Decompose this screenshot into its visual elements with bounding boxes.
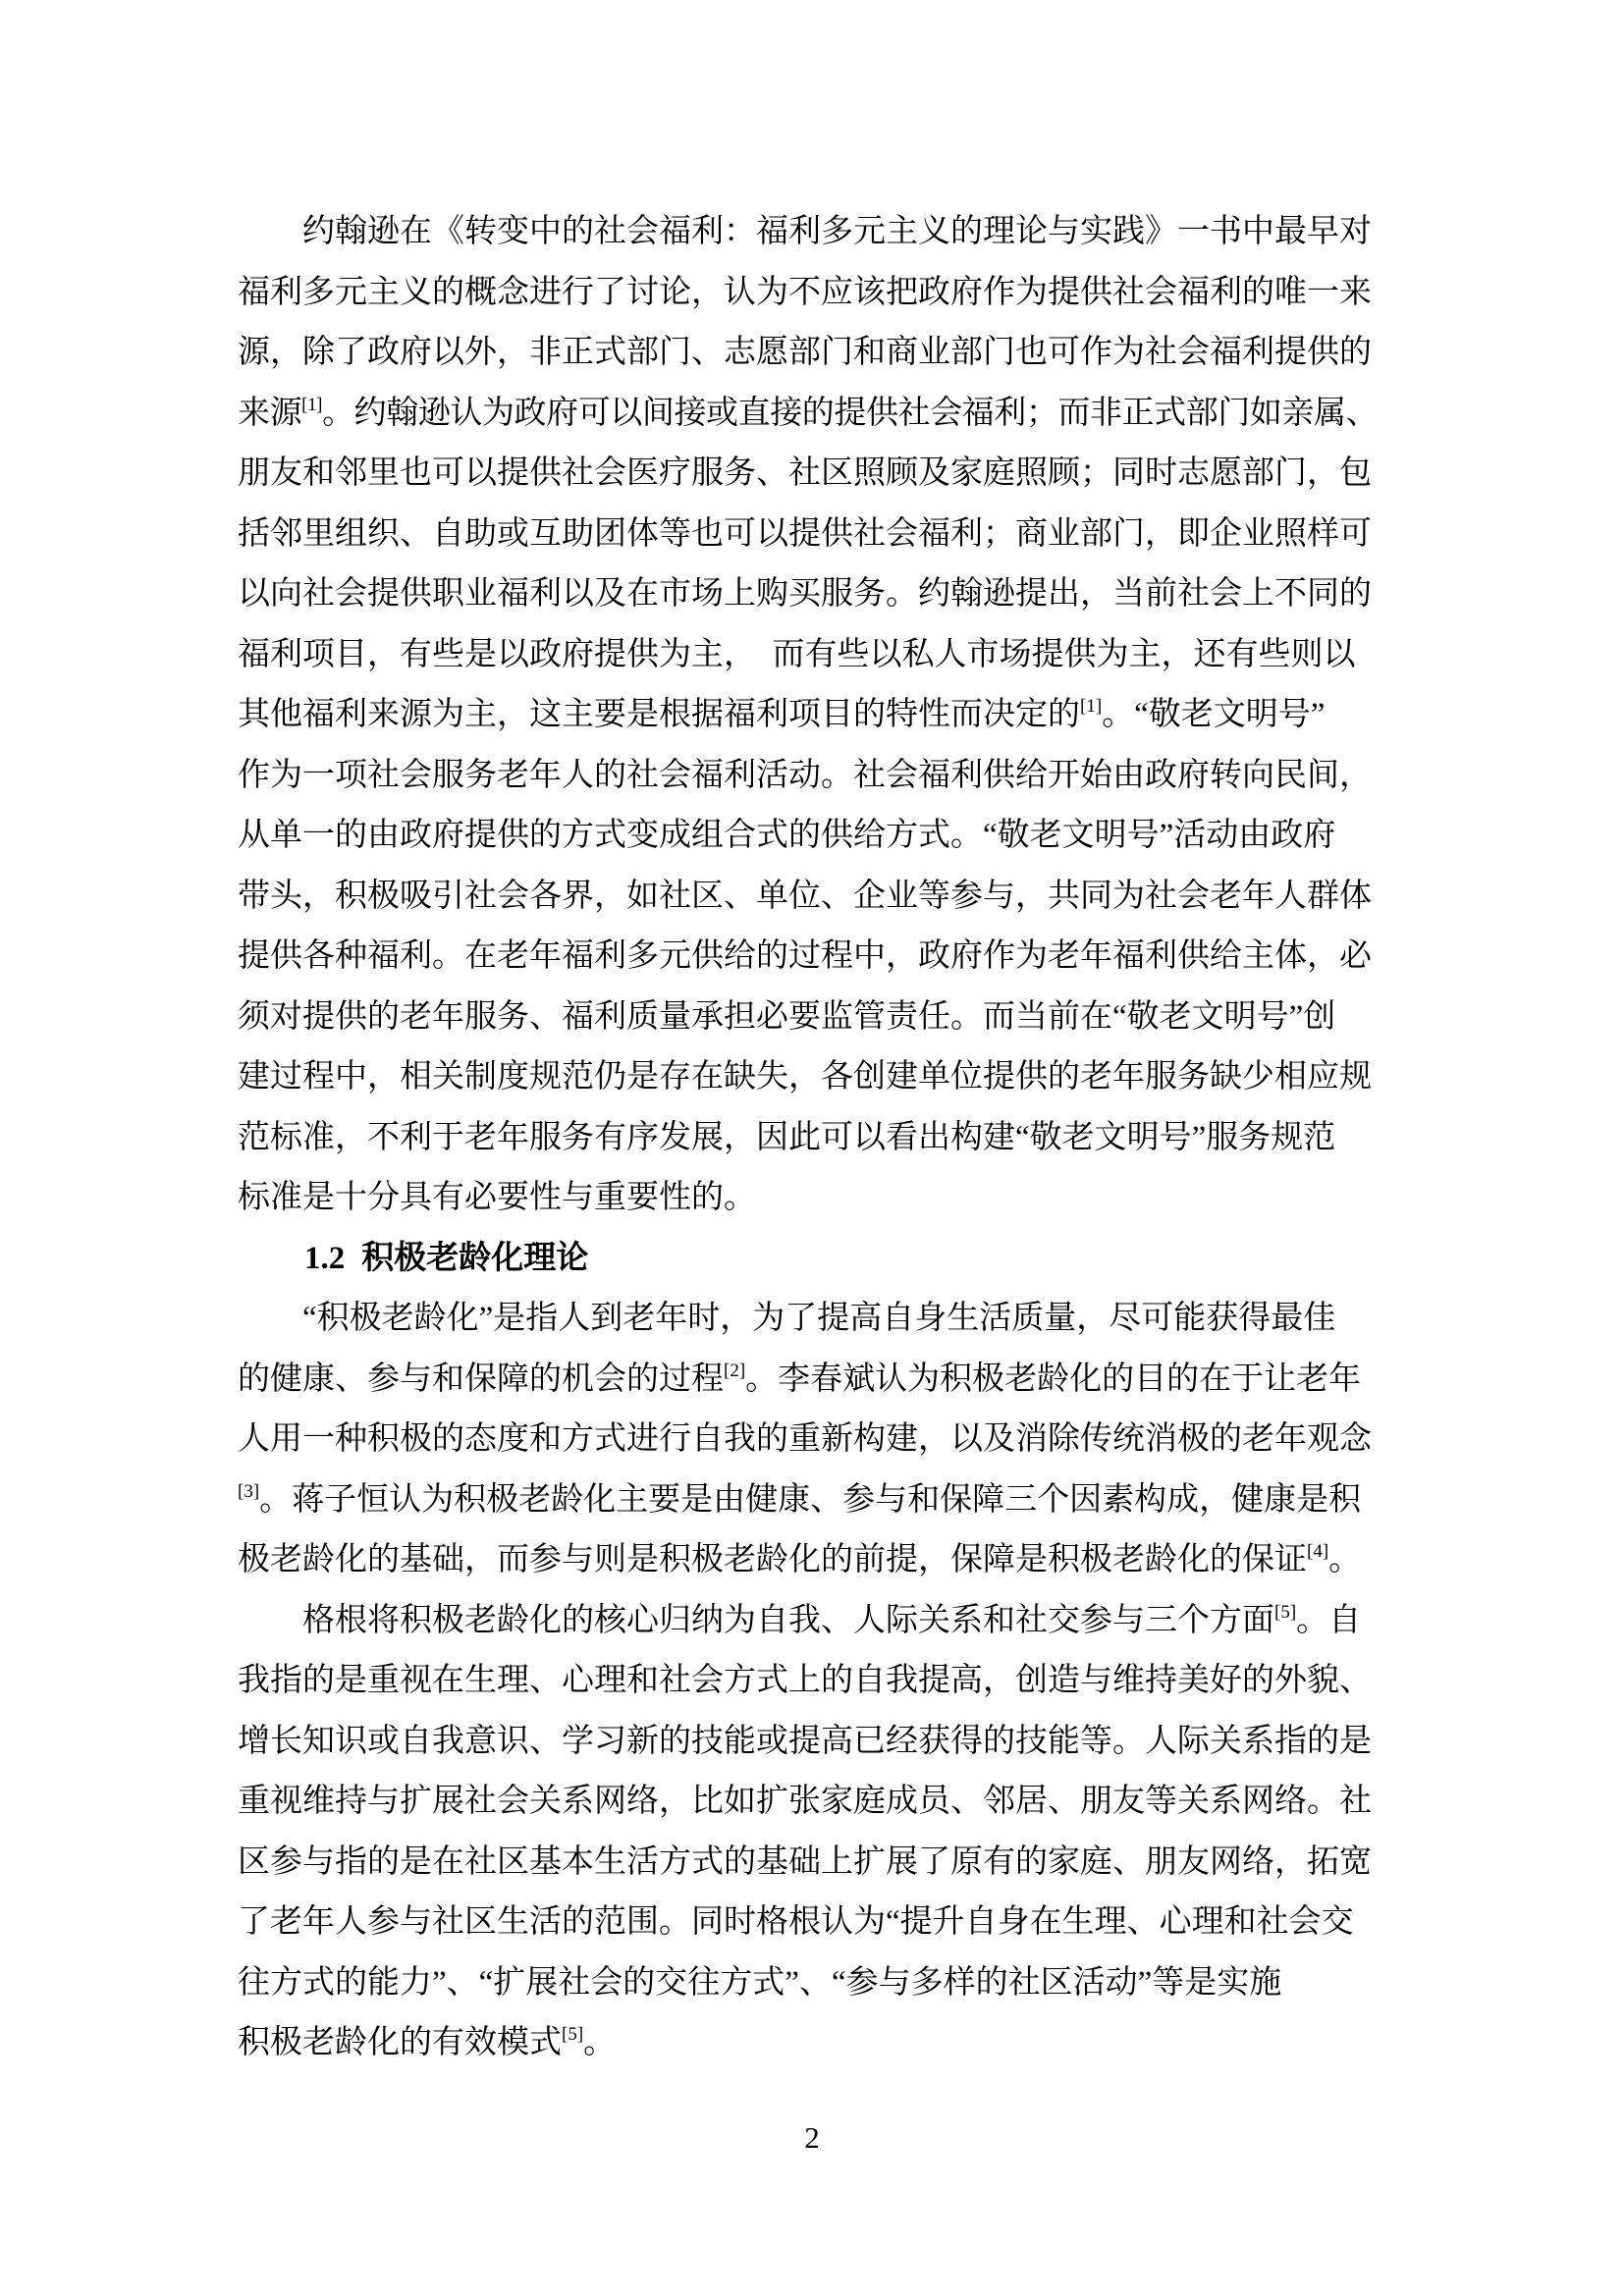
text-run: 标准是十分具有必要性与重要性的。 [238, 1180, 756, 1215]
text-line [238, 1833, 1378, 1894]
citation-ref: [3] [238, 1480, 260, 1502]
citation-ref: [1] [301, 394, 323, 415]
section-number: 1.2 [304, 1240, 346, 1276]
text-run: 须对提供的老年服务、福利质量承担必要监管责任。而当前在“敬老文明号”创 [238, 998, 1336, 1035]
text-line [238, 505, 1378, 565]
text-run: 。李春斌认为积极老龄化的目的在于让老年 [745, 1361, 1362, 1397]
text-line [238, 323, 1378, 384]
text-run: 区参与指的是在社区基本生活方式的基础上扩展了原有的家庭、朋友网络，拓宽 [238, 1843, 1372, 1880]
page-number: 2 [804, 2120, 820, 2155]
text-line [238, 1047, 1378, 1108]
text-line [238, 1651, 1378, 1712]
text-run: 人用一种积极的态度和方式进行自我的重新构建，以及消除传统消极的老年观念 [238, 1421, 1372, 1457]
text-run: 。“敬老文明号” [1102, 697, 1326, 732]
text-run: 。自 [1296, 1602, 1362, 1638]
text-line [238, 1410, 1378, 1470]
text-run: 来源 [238, 395, 302, 431]
text-line [238, 1530, 1378, 1591]
text-run: 括邻里组织、自助或互助团体等也可以提供社会福利；商业部门，即企业照样可 [238, 515, 1372, 552]
text-run: 积极老龄化的有效模式 [238, 2025, 562, 2060]
text-run: 的健康、参与和保障的机会的过程 [238, 1361, 724, 1397]
text-line [238, 1712, 1378, 1773]
text-run: 增长知识或自我意识、学习新的技能或提高已经获得的技能等。人际关系指的是 [238, 1723, 1372, 1759]
text-block [238, 202, 1378, 2074]
text-line [238, 1289, 1378, 1350]
text-line [238, 1893, 1378, 1953]
text-line [238, 1108, 1378, 1169]
section-heading [238, 1229, 1378, 1290]
text-run: 以向社会提供职业福利以及在市场上购买服务。约翰逊提出，当前社会上不同的 [238, 576, 1372, 612]
text-run: 福利项目，有些是以政府提供为主， 而有些以私人市场提供为主，还有些则以 [238, 636, 1356, 672]
citation-ref: [1] [1080, 696, 1103, 717]
text-run: 极老龄化的基础，而参与则是积极老龄化的前提，保障是积极老龄化的保证 [238, 1542, 1307, 1577]
text-line [238, 564, 1378, 625]
text-run: 。蒋子恒认为积极老龄化主要是由健康、参与和保障三个因素构成，健康是积 [259, 1481, 1362, 1518]
citation-ref: [4] [1307, 1541, 1329, 1562]
text-line [238, 1772, 1378, 1833]
text-line [238, 1350, 1378, 1411]
text-run: 。 [583, 2025, 617, 2060]
text-line [238, 263, 1378, 324]
text-run: 福利多元主义的概念进行了讨论，认为不应该把政府作为提供社会福利的唯一来 [238, 274, 1372, 310]
text-run: 建过程中，相关制度规范仍是存在缺失，各创建单位提供的老年服务缺少相应规 [238, 1059, 1372, 1095]
text-line [238, 1953, 1378, 2014]
text-line [238, 2013, 1378, 2074]
text-run: 源，除了政府以外，非正式部门、志愿部门和商业部门也可作为社会福利提供的 [238, 335, 1372, 370]
text-run: 。约翰逊认为政府可以间接或直接的提供社会福利；而非正式部门如亲属、 [322, 395, 1379, 431]
text-run: 重视维持与扩展社会关系网络，比如扩张家庭成员、邻居、朋友等关系网络。社 [238, 1784, 1372, 1819]
citation-ref: [5] [562, 2024, 584, 2045]
text-run: “积极老龄化”是指人到老年时，为了提高自身生活质量，尽可能获得最佳 [302, 1301, 1336, 1336]
text-run: 其他福利来源为主，这主要是根据福利项目的特性而决定的 [238, 697, 1080, 732]
text-line [238, 746, 1378, 807]
text-line [238, 1168, 1378, 1229]
text-run: 提供各种福利。在老年福利多元供给的过程中，政府作为老年福利供给主体，必 [238, 938, 1372, 974]
text-run: 格根将积极老龄化的核心归纳为自我、人际关系和社交参与三个方面 [302, 1602, 1274, 1638]
text-run: 从单一的由政府提供的方式变成组合式的供给方式。“敬老文明号”活动由政府 [238, 818, 1336, 853]
text-run: 。 [1328, 1542, 1362, 1577]
text-line [238, 927, 1378, 988]
text-line [238, 806, 1378, 867]
text-run: 约翰逊在《转变中的社会福利：福利多元主义的理论与实践》一书中最早对 [302, 214, 1372, 249]
text-line [238, 625, 1378, 686]
text-line [238, 444, 1378, 505]
text-line [238, 202, 1378, 263]
text-run: 往方式的能力”、“扩展社会的交往方式”、“参与多样的社区活动”等是实施 [238, 1964, 1282, 2001]
text-run: 朋友和邻里也可以提供社会医疗服务、社区照顾及家庭照顾；同时志愿部门，包 [238, 455, 1372, 491]
section-title: 积极老龄化理论 [361, 1240, 589, 1276]
text-run: 我指的是重视在生理、心理和社会方式上的自我提高，创造与维持美好的外貌、 [238, 1663, 1372, 1698]
text-line [238, 988, 1378, 1048]
text-run: 作为一项社会服务老年人的社会福利活动。社会福利供给开始由政府转向民间， [238, 757, 1372, 793]
text-line [238, 1591, 1378, 1652]
citation-ref: [5] [1274, 1601, 1297, 1623]
citation-ref: [2] [724, 1360, 746, 1381]
text-run: 带头，积极吸引社会各界，如社区、单位、企业等参与，共同为社会老年人群体 [238, 878, 1372, 914]
text-line [238, 1470, 1378, 1531]
text-run: 了老年人参与社区生活的范围。同时格根认为“提升自身在生理、心理和社会交 [238, 1904, 1354, 1940]
text-run: 范标准，不利于老年服务有序发展，因此可以看出构建“敬老文明号”服务规范 [238, 1119, 1336, 1155]
text-line [238, 685, 1378, 746]
text-line [238, 867, 1378, 928]
text-line [238, 384, 1378, 445]
